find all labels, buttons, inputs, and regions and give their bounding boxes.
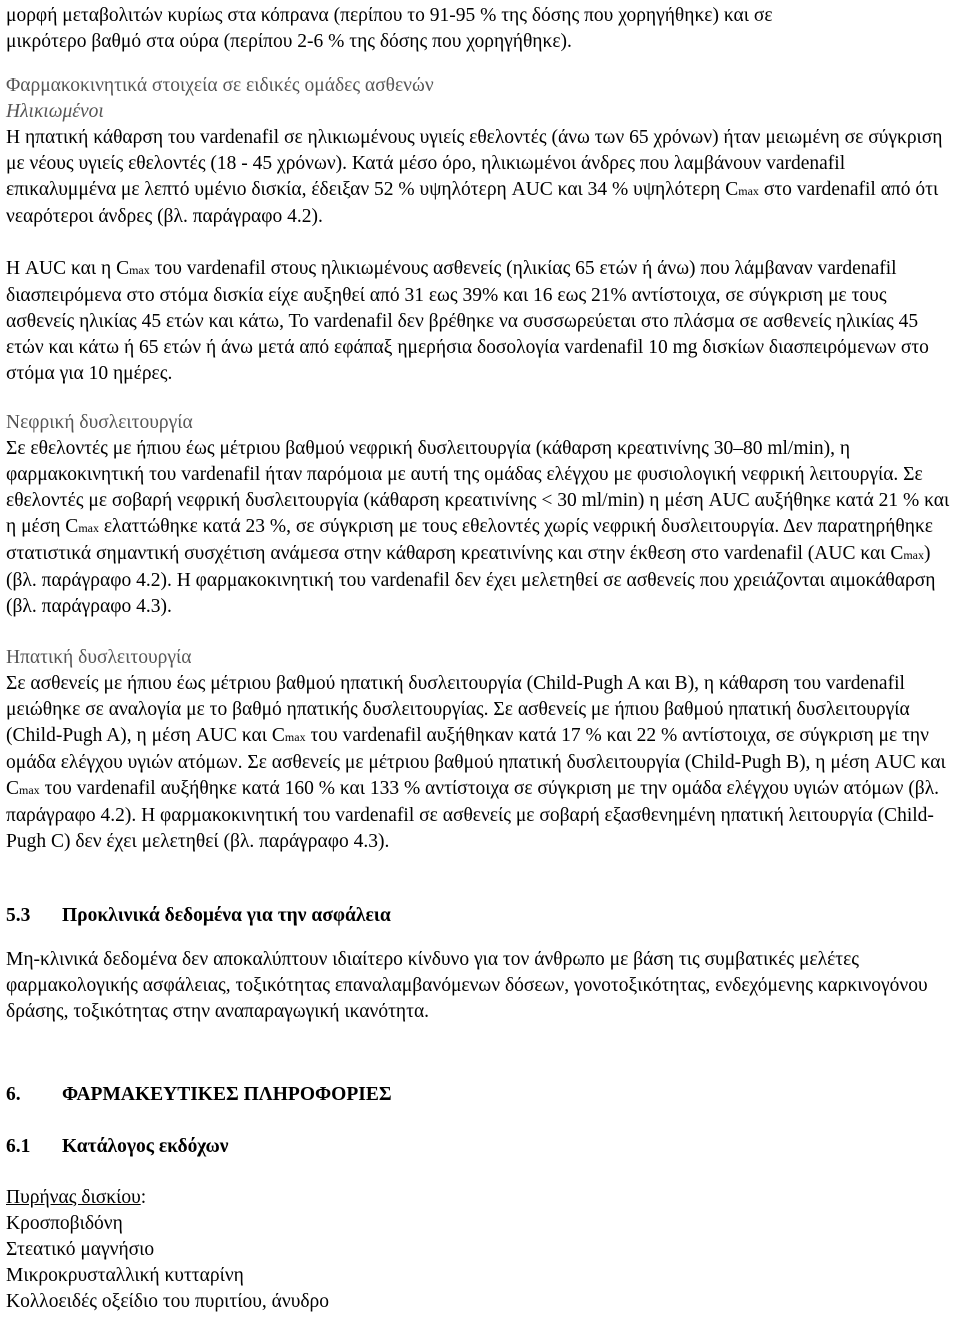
renal-paragraph: Σε εθελοντές με ήπιου έως μέτριου βαθμού νεφρική δυσλειτουργία (κάθαρση κρεατινίνης 30–80 ml/min), η φαρμακοκινητική του vardenafil ήταν παρόμοια με αυτή της ομάδας ελέγχου με φυσιολογική νεφρική λειτουργία. Σε εθελοντές με σοβαρή νεφρική δυσλειτουργία (κάθαρση κρεατινίνης < 30 ml/min) η μέση AUC αυξήθηκε κατά 21 % και η μέση Cmax ελαττώθηκε κατά 23 %, σε σύγκριση με τους εθελοντές χωρίς νεφρική δυσλειτουργία. Δεν παρατηρήθηκε στατιστικά σημαντική συσχέτιση ανάμεσα στην κάθαρση κρεατινίνης και στην έκθεση στο vardenafil (AUC και Cmax) (βλ. παράγραφο 4.2). Η φαρμακοκινητική του vardenafil δεν έχει μελετηθεί σε ασθενείς που χρειάζονται αιμοκάθαρση (βλ. παράγραφο 4.3).	[6, 438, 950, 617]
elderly-paragraph-2	[6, 256, 954, 387]
preclinical-section	[6, 903, 954, 1025]
section-number: 5.3	[6, 905, 31, 926]
renal-section	[6, 410, 954, 620]
tablet-core-label: Πυρήνας δισκίου:	[6, 1187, 147, 1208]
excipient-item: Κροσποβιδόνη	[6, 1213, 123, 1234]
section-number: 6.	[6, 1084, 21, 1105]
intro-line-1: μορφή μεταβολιτών κυρίως στα κόπρανα (περίπου το 91-95 % της δόσης που χορηγήθηκε) και σε	[6, 5, 773, 26]
section-title: Κατάλογος εκδόχων	[62, 1136, 229, 1157]
excipient-item: Κολλοειδές οξείδιο του πυριτίου, άνυδρο	[6, 1291, 330, 1312]
elderly-paragraph-2-text: Η AUC και η Cmax του vardenafil στους ηλικιωμένους ασθενείς (ηλικίας 65 ετών ή άνω) που λάμβαναν vardenafil διασπειρόμενα στο στόμα δισκία είχε αυξηθεί από 31 εως 39% και 16 εως 21% αντίστοιχα, σε σύγκριση με τους ασθενείς ηλικίας 45 ετών και κάτω, Το vardenafil δεν βρέθηκε να συσσωρεύεται στο πλάσμα σε ασθενείς ηλικίας 45 ετών και κάτω ή 65 ετών ή άνω μετά από εφάπαξ ημερήσια δοσολογία vardenafil 10 mg δισκίων διασπειρόμενων στο στόμα για 10 ημέρες.	[6, 258, 929, 384]
elderly-paragraph-1: Η ηπατική κάθαρση του vardenafil σε ηλικιωμένους υγιείς εθελοντές (άνω των 65 χρόνων) ήταν μειωμένη σε σύγκριση με νέους υγιείς εθελοντές (18 - 45 χρόνων). Κατά μέσο όρο, ηλικιωμένοι άνδρες που λαμβάνουν vardenafil επικαλυμμένα με λεπτό υμένιο δισκία, έδειξαν 52 % υψηλότερη AUC και 34 % υψηλότερη Cmax στο vardenafil από ότι νεαρότεροι άνδρες (βλ. παράγραφο 4.2).	[6, 127, 943, 227]
excipients-list	[6, 1185, 954, 1315]
hepatic-section	[6, 645, 954, 855]
hepatic-paragraph: Σε ασθενείς με ήπιου έως μέτριου βαθμού ηπατική δυσλειτουργία (Child-Pugh A και B), η κάθαρση του vardenafil μειώθηκε σε αναλογία με το βαθμό ηπατικής δυσλειτουργίας. Σε ασθενείς με ήπιου βαθμού ηπατική δυσλειτουργία (Child-Pugh A), η μέση AUC και Cmax του vardenafil αυξήθηκαν κατά 17 % και 22 % αντίστοιχα, σε σύγκριση με την ομάδα ελέγχου υγιών ατόμων. Σε ασθενείς με μέτριου βαθμού ηπατική δυσλειτουργία (Child-Pugh B), η μέση AUC και Cmax του vardenafil αυξήθηκε κατά 160 % και 133 % αντίστοιχα σε σύγκριση με την ομάδα ελέγχου υγιών ατόμων (βλ. παράγραφο 4.2). Η φαρμακοκινητική του vardenafil σε ασθενείς με σοβαρή εξασθενημένη ηπατική λειτουργία (Child-Pugh C) δεν έχει μελετηθεί (βλ. παράγραφο 4.3).	[6, 673, 946, 852]
section-title: ΦΑΡΜΑΚΕΥΤΙΚΕΣ ΠΛΗΡΟΦΟΡΙΕΣ	[62, 1084, 392, 1105]
intro-paragraph	[6, 3, 954, 55]
special-populations-heading: Φαρμακοκινητικά στοιχεία σε ειδικές ομάδες ασθενών	[6, 75, 434, 96]
pharmaceutical-heading	[6, 1082, 954, 1108]
preclinical-paragraph: Μη-κλινικά δεδομένα δεν αποκαλύπτουν ιδιαίτερο κίνδυνο για τον άνθρωπο με βάση τις συμβατικές μελέτες φαρμακολογικής ασφάλειας, τοξικότητας επαναλαμβανόμενων δόσεων, γονοτοξικότητας, ενδεχόμενης καρκινογόνου δράσης, τοξικότητας στην αναπαραγωγική ικανότητα.	[6, 949, 928, 1022]
preclinical-heading	[6, 903, 954, 929]
special-populations-section	[6, 73, 954, 230]
excipient-item: Μικροκρυσταλλική κυτταρίνη	[6, 1265, 244, 1286]
renal-title: Νεφρική δυσλειτουργία	[6, 412, 193, 433]
excipients-section	[6, 1134, 954, 1160]
section-title: Προκλινικά δεδομένα για την ασφάλεια	[62, 905, 391, 926]
elderly-title: Ηλικιωμένοι	[6, 101, 104, 122]
hepatic-title: Ηπατική δυσλειτουργία	[6, 647, 192, 668]
intro-line-2: μικρότερο βαθμό στα ούρα (περίπου 2-6 % της δόσης που χορηγήθηκε).	[6, 31, 572, 52]
excipient-item: Στεατικό μαγνήσιο	[6, 1239, 155, 1260]
excipients-heading	[6, 1134, 954, 1160]
pharmaceutical-section	[6, 1082, 954, 1108]
section-number: 6.1	[6, 1136, 31, 1157]
